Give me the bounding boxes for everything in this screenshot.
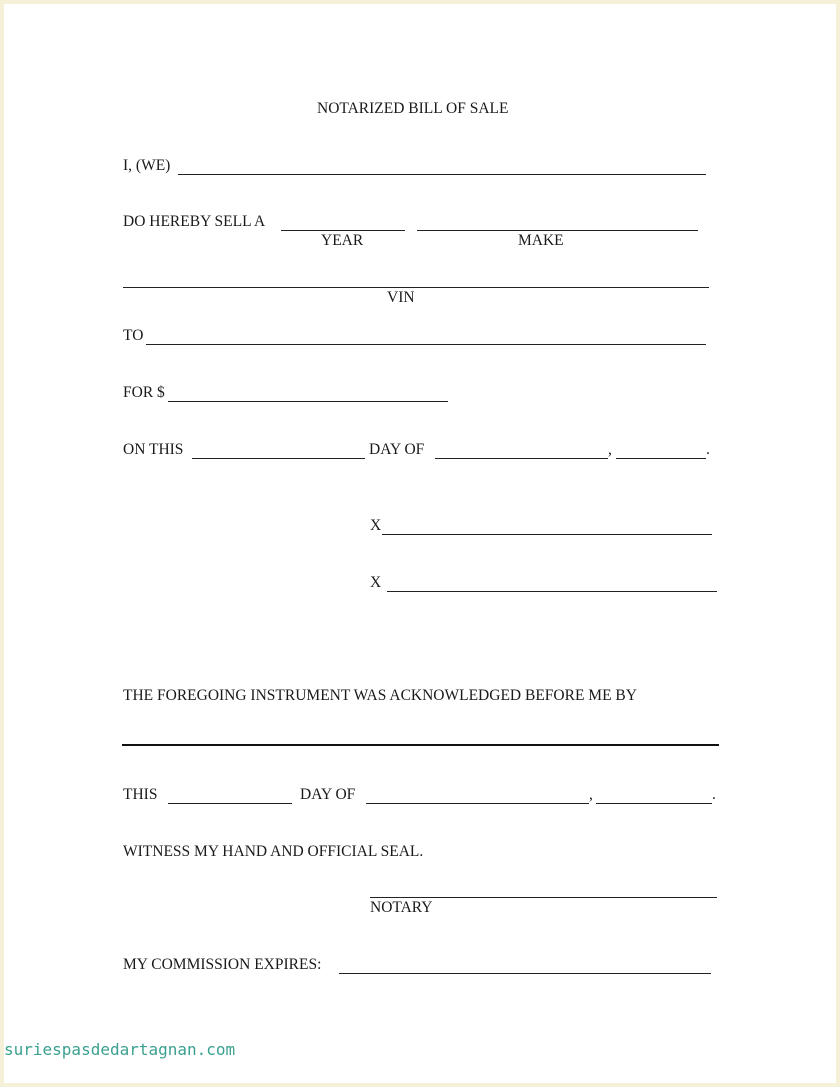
- notary-signature-line[interactable]: [370, 897, 717, 898]
- month-line[interactable]: [435, 458, 608, 459]
- signature-line-2[interactable]: [387, 591, 717, 592]
- signature-x-2: X: [370, 574, 382, 591]
- notary-date-comma: ,: [589, 786, 593, 803]
- year-line[interactable]: [281, 230, 405, 231]
- make-line[interactable]: [417, 230, 698, 231]
- seller-name-line[interactable]: [178, 174, 706, 175]
- this-label: THIS: [123, 786, 158, 803]
- signature-line-1[interactable]: [382, 534, 712, 535]
- year-caption: YEAR: [321, 232, 364, 249]
- make-caption: MAKE: [518, 232, 564, 249]
- acknowledged-by-line[interactable]: [122, 744, 719, 746]
- watermark-text: suriespasdedartagnan.com: [4, 1040, 236, 1059]
- notary-date-period: .: [712, 786, 716, 803]
- commission-expires-line[interactable]: [339, 973, 711, 974]
- price-line[interactable]: [168, 401, 448, 402]
- vin-caption: VIN: [387, 289, 415, 306]
- vin-line[interactable]: [123, 287, 709, 288]
- on-this-label: ON THIS: [123, 441, 184, 458]
- day-of-label: DAY OF: [369, 441, 425, 458]
- notary-day-line[interactable]: [168, 803, 292, 804]
- date-comma: ,: [608, 441, 612, 458]
- seller-label: I, (WE): [123, 157, 171, 174]
- notary-year-line[interactable]: [596, 803, 712, 804]
- date-period: .: [706, 441, 710, 458]
- notary-caption: NOTARY: [370, 899, 433, 916]
- buyer-name-line[interactable]: [146, 344, 706, 345]
- day-line[interactable]: [192, 458, 365, 459]
- witness-text: WITNESS MY HAND AND OFFICIAL SEAL.: [123, 843, 424, 860]
- sell-label: DO HEREBY SELL A: [123, 213, 266, 230]
- buyer-label: TO: [123, 327, 144, 344]
- acknowledgement-text: THE FOREGOING INSTRUMENT WAS ACKNOWLEDGED BEFORE ME BY: [123, 687, 637, 704]
- commission-label: MY COMMISSION EXPIRES:: [123, 956, 322, 973]
- year-date-line[interactable]: [616, 458, 706, 459]
- notary-month-line[interactable]: [366, 803, 589, 804]
- document-title: NOTARIZED BILL OF SALE: [317, 100, 509, 117]
- price-label: FOR $: [123, 384, 165, 401]
- notary-day-of-label: DAY OF: [300, 786, 356, 803]
- signature-x-1: X: [370, 517, 382, 534]
